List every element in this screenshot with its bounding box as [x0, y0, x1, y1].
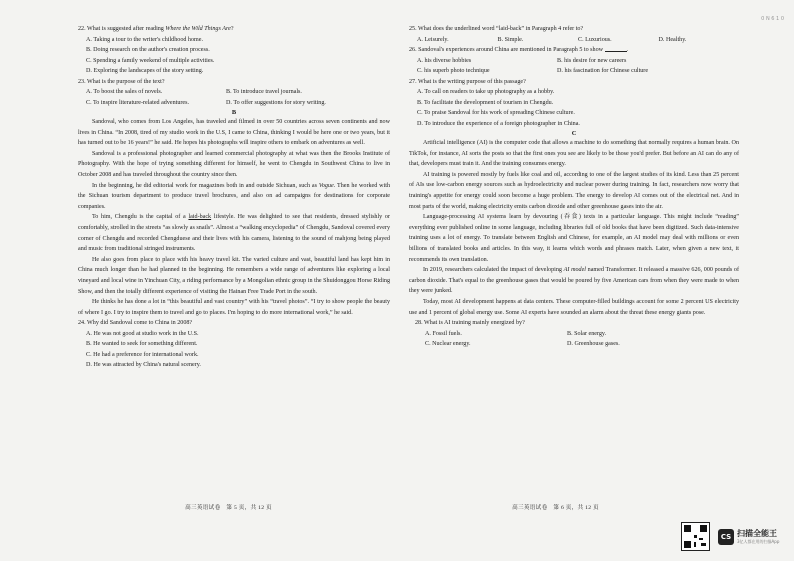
q26-option-c: C. his superb photo technique [417, 68, 490, 74]
q26-option-b: B. his desire for new careers [557, 57, 627, 64]
scanner-brand [737, 529, 779, 545]
question-22: 22. What is suggested after reading Where the Wild Things Are? [78, 26, 234, 32]
passage-c-paragraph-4: In 2019, researchers calculated the impact of developing AI model named Transformer. It released a massive 626, 000 pounds of carbon dioxide. That's equal to the greenhouse gases that would be poured by five American cars from when they were made to when they were junked. [409, 267, 739, 295]
q25-options [417, 35, 739, 46]
answer-blank [605, 51, 627, 52]
q23-option-c: C. To inspire literature-related adventures. [86, 99, 190, 106]
q27-option-d: D. To introduce the experience of a foreign photographer in China. [417, 120, 580, 127]
scanner-watermark [681, 522, 779, 551]
q22-option-d: D. Exploring the landscapes of the story setting. [86, 68, 204, 74]
q28-options-row-2 [425, 339, 739, 350]
q24-option-b: B. He wanted to seek for something different. [86, 341, 198, 348]
q23-option-d: D. To offer suggestions for story writing. [226, 99, 326, 106]
q25-option-c: C. Luxurious. [578, 36, 612, 43]
q28-option-c: C. Nuclear energy. [425, 341, 471, 348]
q28-option-a: A. Fossil fuels. [425, 330, 462, 337]
q26-option-d: D. his fascination for Chinese culture [557, 68, 649, 74]
q27-option-a: A. To call on readers to take up photography as a hobby. [417, 89, 555, 95]
scanner-logo-icon: CS [718, 529, 734, 545]
passage-b-paragraph-5: He also goes from place to place with his heavy travel kit. The varied culture and vast, beautiful land has kept him in China much longer than he had planned in the beginning. He remembers a wide range of adventures like exploring a local vineyard and local wine in Yinchuan City, a riding performance by a Mongolian ethnic group in the Shuidonggou Horse Riding Show, and then the totally different experience of visiting the Hainan Free Trade Port in the south. [78, 256, 390, 295]
right-column [409, 24, 739, 350]
question-27: 27. What is the writing purpose of this passage? [409, 78, 526, 85]
page-5-footer: 高三英语试卷 第 5 页，共 12 页 [185, 505, 272, 511]
question-24: 24. Why did Sandoval come to China in 2008? [78, 320, 193, 327]
passage-c-paragraph-1: Artificial intelligence (AI) is the computer code that allows a machine to do something that normally requires a human brain. On TikTok, for instance, AI sorts the posts so that the first ones you see are likely to be those you'd prefer. But before an AI can do any of that, developers must train it. And the training consumes energy. [409, 140, 739, 168]
q28-option-d: D. Greenhouse gases. [567, 341, 620, 348]
q27-option-c: C. To praise Sandoval for his work of spreading Chinese culture. [417, 110, 575, 116]
scanner-title: 扫描全能王 [737, 528, 777, 538]
left-column [78, 24, 390, 371]
question-23: 23. What is the purpose of the text? [78, 78, 165, 85]
exam-page-6 [397, 0, 794, 561]
q25-option-a: A. Leisurely. [417, 36, 449, 43]
section-b-heading: B [231, 109, 237, 116]
q23-option-a: A. To boost the sales of novels. [86, 89, 163, 95]
q22-option-c: C. Spending a family weekend of multiple activities. [86, 57, 215, 64]
q26-options-row-2 [417, 66, 739, 77]
q24-option-d: D. He was attracted by China's natural scenery. [86, 362, 201, 369]
q26-option-a: A. his diverse hobbies [417, 57, 472, 64]
q25-option-d: D. Healthy. [658, 36, 687, 43]
section-c-heading: C [571, 130, 577, 137]
passage-b-paragraph-2: Sandoval is a professional photographer and learned commercial photography at what was then the Brooks Institute of Photography. With the hope of trying something different for himself, he went to Chengdu in Southwest China to live in October 2008 and has traveled throughout the country since then. [78, 150, 390, 178]
q28-option-b: B. Solar energy. [567, 330, 607, 337]
passage-b-paragraph-1: Sandoval, who comes from Los Angeles, has traveled and filmed in over 50 countries across seven continents and now lives in China. “In 2008, tired of my studio work in the U.S, I came to China, thinking I would be here one or two years, but it has turned out to be 16 years!” he said. He hopes his photographs will inspire others to embark on adventures as well. [78, 119, 390, 147]
q25-option-b: B. Simple. [497, 36, 524, 43]
question-26-text: 26. Sandoval's experiences around China are mentioned in Paragraph 5 to show [409, 47, 604, 53]
q23-options-row-2 [86, 98, 390, 109]
passage-c-paragraph-2: AI training is powered mostly by fuels like coal and oil, according to one of the largest studies of its kind. Less than 25 percent of AIs use low-carbon energy sources such as hydroelectricity and nuclear power during training. In fact, researchers now worry that training's appetite for energy could soon become a huge problem. The energy to develop AI comes out of the electrical net. And in most parts of the world, making electricity emits carbon dioxide and other greenhouse gases into the air. [409, 171, 739, 210]
q23-option-b: B. To introduce travel journals. [226, 89, 302, 95]
qr-code [681, 522, 710, 551]
corner-page-mark: 0 N 6 1 0 [761, 16, 784, 22]
scanner-subtitle: 3亿人都在用的扫描App [737, 538, 780, 544]
q22-option-b: B. Doing research on the author's creation process. [86, 47, 210, 53]
passage-b-paragraph-3: In the beginning, he did editorial work for magazines both in and outside Sichuan, such as Vogue. Then he worked with the Sichuan tourism department to produce travel brochures, and also on ad campaigns for destinations for corporate companies. [78, 182, 391, 210]
q24-option-c: C. He had a preference for international work. [86, 351, 199, 358]
passage-b-paragraph-4: To him, Chengdu is the capital of a laid-back lifestyle. He was delighted to see that residents, dressed stylishly or comfortably, strolled in the streets “as slowly as snails”. Almost a “walking encyclopedia” of Chengdu, Sandoval covered every corner of Chengdu and recorded Chengduese and their lives with his camera, listening to the sound of mahjong being played and music from traditional stringed instruments. [78, 214, 390, 253]
q23-options-row-1 [86, 87, 390, 98]
question-25: 25. What does the underlined word “laid-back” in Paragraph 4 refer to? [409, 26, 584, 32]
q28-options-row-1 [425, 329, 739, 340]
question-26: 26. Sandoval's experiences around China are mentioned in Paragraph 5 to show . [409, 47, 629, 53]
question-28: 28. What is AI training mainly energized by? [415, 320, 525, 327]
page-6-footer: 高三英语试卷 第 6 页，共 12 页 [512, 505, 599, 511]
q22-option-a: A. Taking a tour to the writer's childhood home. [86, 36, 203, 43]
passage-c-paragraph-5: Today, most AI development happens at data centers. These computer-filled buildings account for some 2 percent US electricity use and 1 percent of global energy use. Some AI experts have sounded an alarm about the threat these energy giants pose. [409, 298, 739, 316]
q26-options-row-1 [417, 56, 739, 67]
passage-c-paragraph-3: Language-processing AI systems learn by devouring (吞食) texts in a particular language. This might include “reading” everything ever published online in some language, including libraries full of old books that have been digitized. Such data-intensive training uses a lot of energy. To translate between English and Chinese, for example, an AI model may deal with millions or even billions of translated books and articles. In this way, it learns which words and phrases match. Later, when given a new text, it recommends its own translation. [409, 214, 739, 263]
underlined-word-laid-back: laid-back [188, 214, 212, 221]
q27-option-b: B. To facilitate the development of tourism in Chengdu. [417, 99, 554, 106]
passage-b-paragraph-6: He thinks he has done a lot in “this beautiful and vast country” with his “travel photos”. “I try to show people the beauty of where I go. I try to inspire them to travel and go to places. I'm hoping to do more international work,” he said. [78, 299, 390, 316]
q24-option-a: A. He was not good at studio work in the U.S. [86, 330, 199, 337]
